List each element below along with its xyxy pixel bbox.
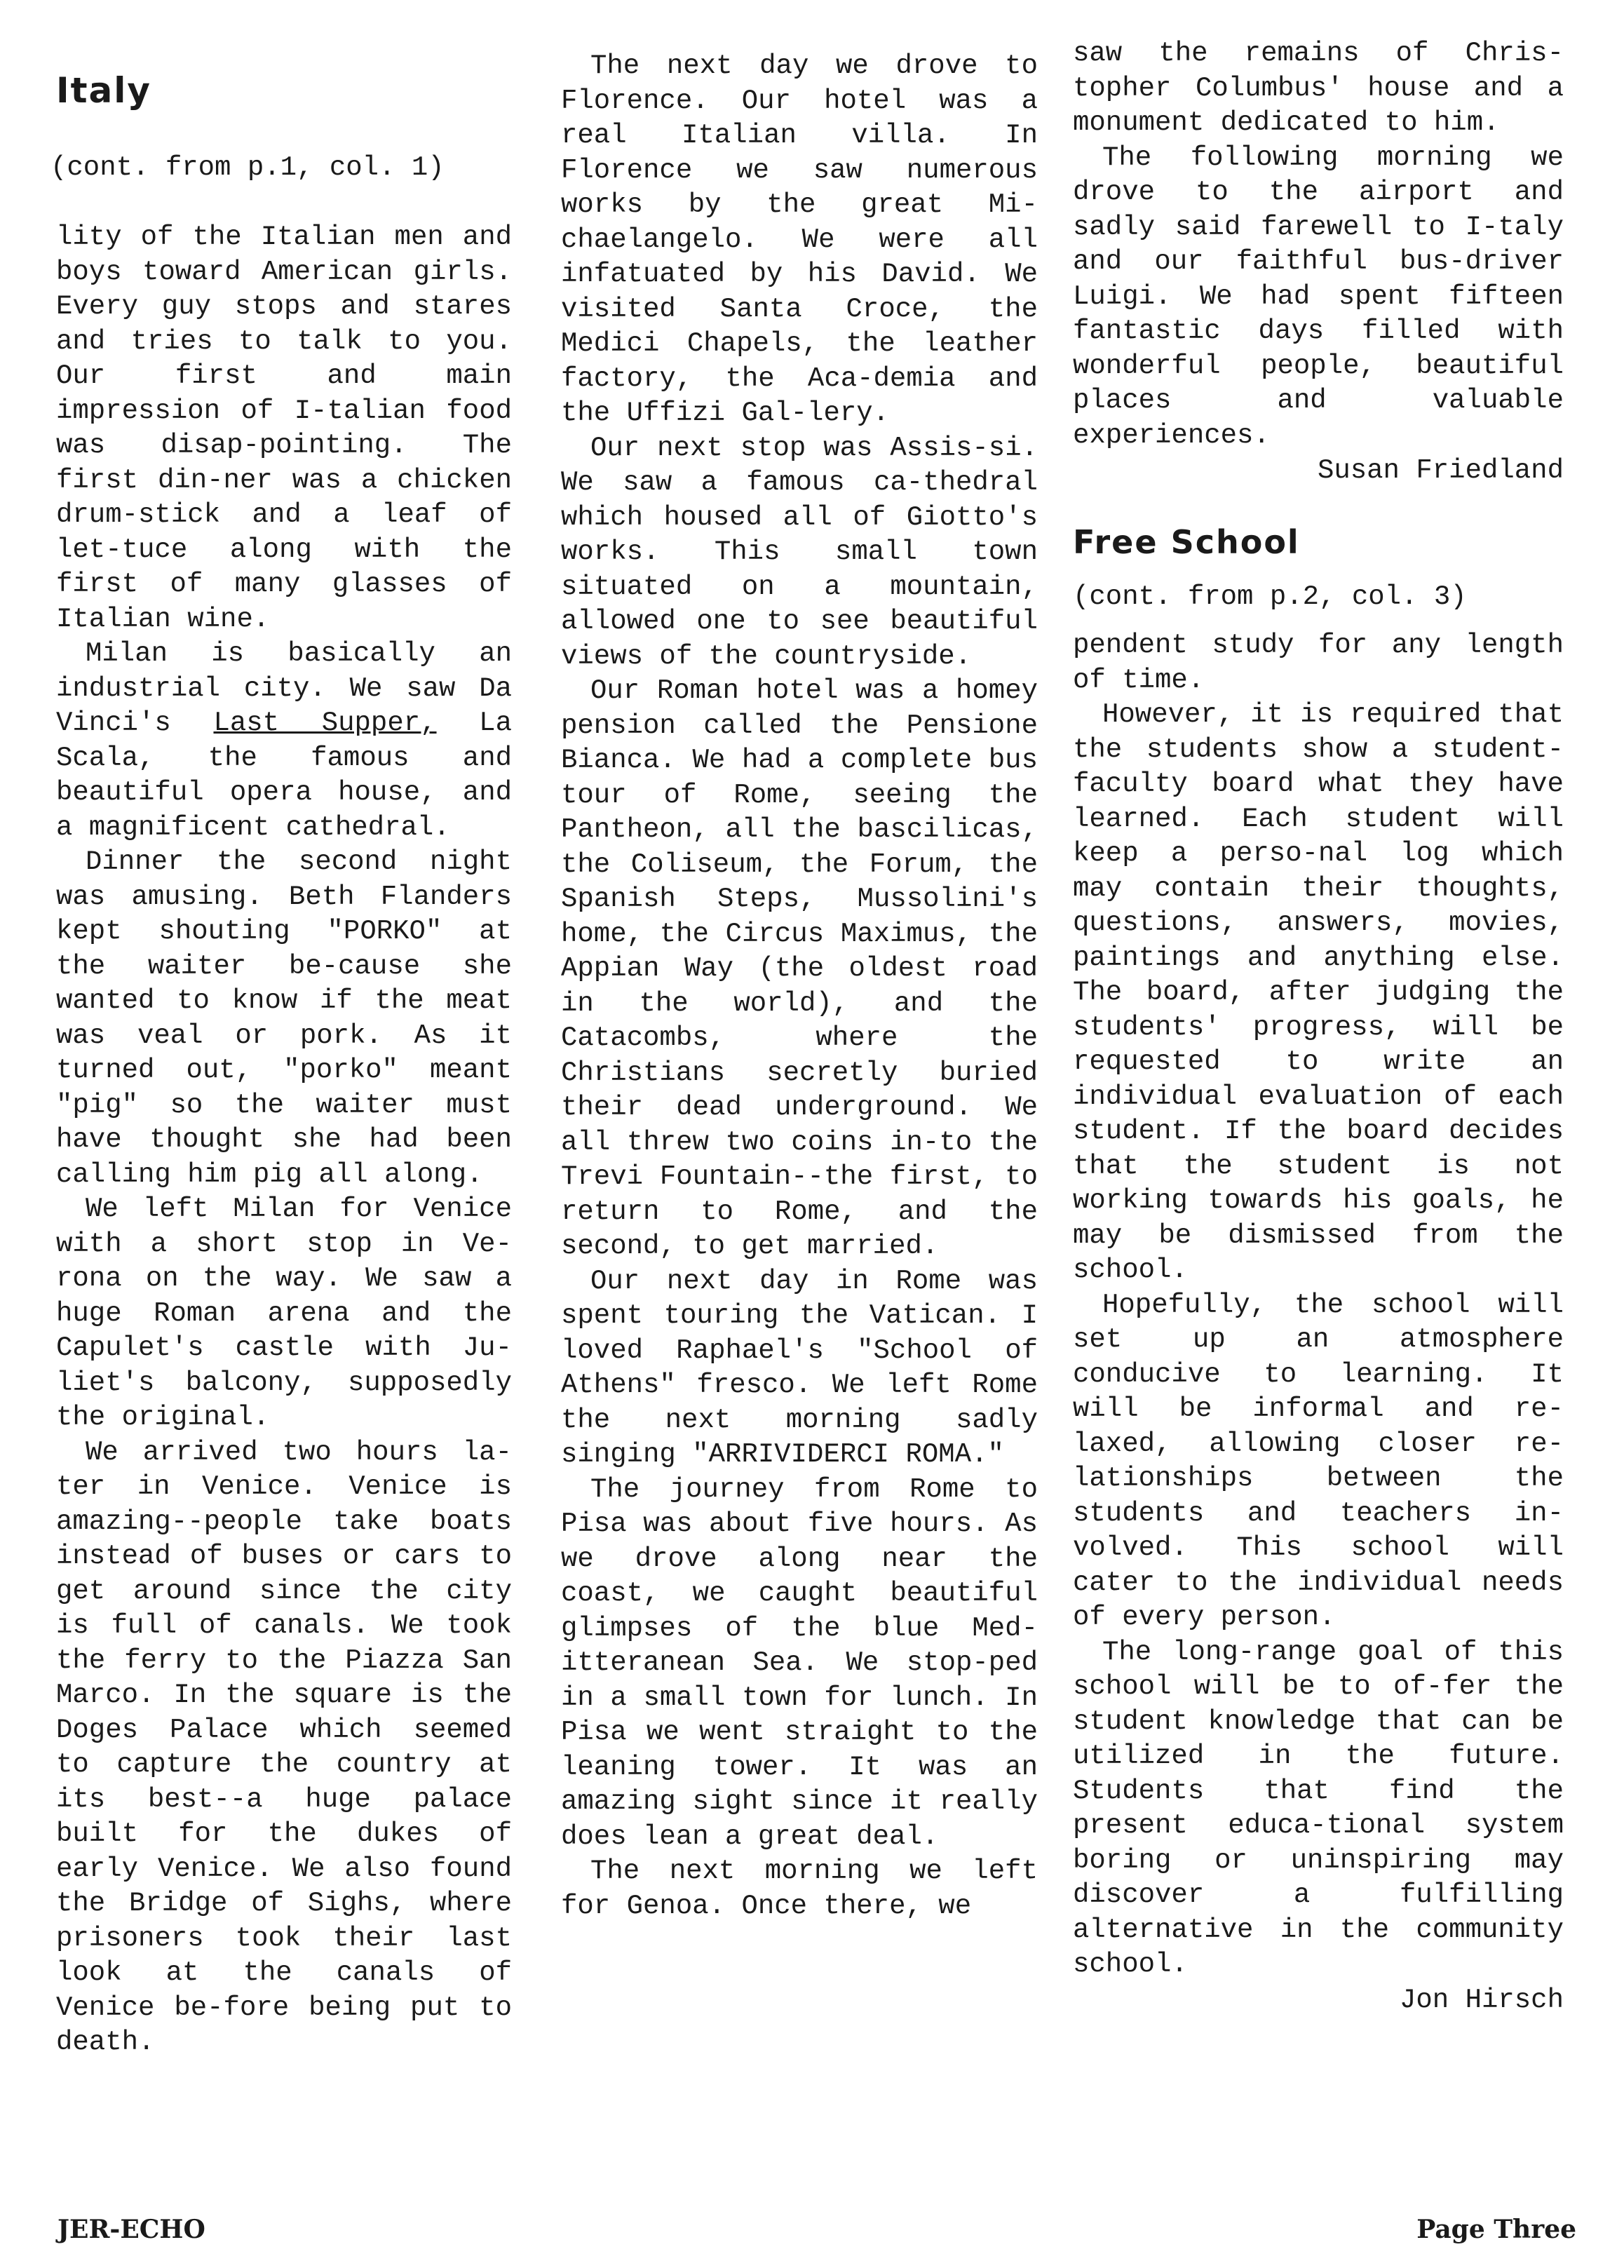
free-school-byline: Jon Hirsch [1399,1984,1564,2016]
last-supper-title: Last Supper, [213,708,437,738]
paragraph: Our next day in Rome was spent touring the Vatican. I loved Raphael's "School of Athens" fresco. We left Rome the next morning sadly singing "ARRIVIDERCI ROMA." [561,1265,1038,1470]
paragraph: lity of the Italian men and boys toward American girls. Every guy stops and stares and tries to talk to you. Our first and main impression of I-talian food was disap-pointing. The first din-ner was a chicken drum-stick and a leaf of let-tuce along with the first of many glasses of Italian wine. [56,222,512,635]
paragraph: However, it is required that the students show a student-faculty board what they have learned. Each student will keep a perso-nal log which may contain their thoughts, questions, answers, movies, paintings and anything else. The board, after judging the students' progress, will be requested to write an individual evaluation of each student. If the board decides that the student is not working towards his goals, he may be dismissed from the school. [1073,699,1564,1285]
paragraph: The following morning we drove to the airport and sadly said farewell to I-taly and our faithful bus-driver Luigi. We had spent fifteen fantastic days filled with wonderful people, beautiful places and valuable experiences. [1073,142,1564,451]
italy-byline: Susan Friedland [1317,455,1564,486]
italy-body-col1 [56,220,512,2060]
free-school-continuation-note: (cont. from p.2, col. 3) [1073,581,1467,612]
italy-body-col2 [561,49,1038,1924]
paragraph: We arrived two hours la-ter in Venice. Venice is amazing--people take boats instead of buses or cars to get around since the city is full of canals. We took the ferry to the Piazza San Marco. In the square is the Doges Palace which seemed to capture the country at its best--a huge palace built for the dukes of early Venice. We also found the Bridge of Sighs, where prisoners took their last look at the canals of Venice be-fore being put to death. [56,1436,512,2058]
paragraph: The long-range goal of this school will be to of-fer the student knowledge that can be utilized in the future. Students that find the present educa-tional system boring or uninspiring may discover a fulfilling alternative in the community school. [1073,1636,1564,1980]
paragraph: Dinner the second night was amusing. Beth Flanders kept shouting "PORKO" at the waiter be-cause she wanted to know if the meat was veal or pork. As it turned out, "porko" meant "pig" so the waiter must have thought she had been calling him pig all along. [56,846,512,1190]
free-school-body [1073,628,1564,1983]
text-run: La Scala, the famous and beautiful opera house, and a magnificent cathedral. [56,708,512,843]
paragraph: We left Milan for Venice with a short stop in Ve-rona on the way. We saw a huge Roman arena and the Capulet's castle with Ju-liet's balcony, supposedly the original. [56,1194,512,1433]
paragraph [56,637,512,845]
column-2 [561,0,1038,1924]
paragraph: The journey from Rome to Pisa was about five hours. As we drove along near the coast, we caught beautiful glimpses of the blue Med-itteranean Sea. We stop-ped in a small town for lunch. In Pisa we went straight to the leaning tower. It was an amazing sight since it really does lean a great deal. [561,1473,1038,1852]
italy-heading: Italy [56,70,151,111]
italy-body-col3 [1073,36,1564,453]
paragraph: Hopefully, the school will set up an atmosphere conducive to learning. It will be informal and re-laxed, allowing closer re-lationships between the students and teachers in-volved. This school will cater to the individual needs of every person. [1073,1289,1564,1633]
italy-continuation-note: (cont. from p.1, col. 1) [50,152,445,183]
paragraph: Our Roman hotel was a homey pension called the Pensione Bianca. We had a complete bus tour of Rome, seeing the Pantheon, all the bascilicas, the Coliseum, the Forum, the Spanish Steps, Mussolini's home, the Circus Maximus, the Appian Way (the oldest road in the world), and the Catacombs, where the Christians secretly buried their dead underground. We all threw two coins in-to the Trevi Fountain--the first, to return to Rome, and the second, to get married. [561,675,1038,1262]
paragraph: The next morning we left for Genoa. Once there, we [561,1856,1038,1922]
newsletter-masthead: JER-ECHO [57,2215,205,2244]
column-1 [50,0,512,2060]
page-number: Page Three [1416,2215,1576,2244]
free-school-heading: Free School [1073,523,1300,561]
paragraph: Our next stop was Assis-si. We saw a famous ca-thedral which housed all of Giotto's works. This small town situated on a mountain, allowed one to see beautiful views of the countryside. [561,432,1038,672]
paragraph: The next day we drove to Florence. Our hotel was a real Italian villa. In Florence we saw numerous works by the great Mi-chaelangelo. We were all infatuated by his David. We visited Santa Croce, the Medici Chapels, the leather factory, the Aca-demia and the Uffizi Gal-lery. [561,50,1038,428]
paragraph: saw the remains of Chris-topher Columbus' house and a monument dedicated to him. [1073,38,1564,138]
text-run: Milan is basically an industrial city. We saw Da Vinci's [56,638,512,738]
paragraph: pendent study for any length of time. [1073,630,1564,696]
column-3 [1073,0,1564,2018]
